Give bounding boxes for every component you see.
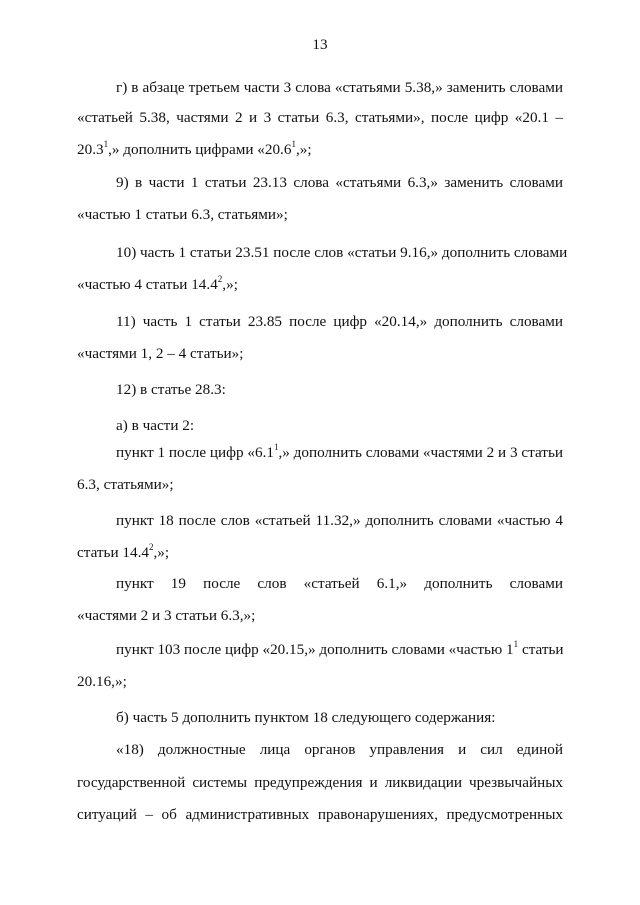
superscript: 1: [103, 138, 109, 149]
line-text: «частями 1, 2 – 4 статьи»;: [77, 345, 244, 362]
text-line: [116, 78, 563, 98]
text-line: [116, 416, 194, 436]
line-text: пункт 18 после слов «статьей 11.32,» дополнить словами «частью 4: [116, 512, 563, 529]
line-text: ,» дополнить цифрами «20.6: [108, 141, 292, 158]
line-text: ,»;: [295, 141, 312, 158]
line-text: б) часть 5 дополнить пунктом 18 следующего содержания:: [116, 709, 496, 726]
text-line: [77, 140, 312, 160]
line-text: 10) часть 1 статьи 23.51 после слов «статьи 9.16,» дополнить словами: [116, 244, 568, 261]
line-text: 20.3: [77, 141, 104, 158]
line-text: г) в абзаце третьем части 3 слова «статьями 5.38,» заменить словами: [116, 79, 563, 96]
superscript: 2: [148, 541, 154, 552]
text-line: [77, 672, 127, 692]
line-text: ,» дополнить словами «частями 2 и 3 статьи: [278, 444, 563, 461]
line-text: 20.16,»;: [77, 673, 127, 690]
line-text: ,»;: [222, 276, 238, 293]
superscript: 1: [273, 441, 279, 452]
superscript: 1: [513, 638, 519, 649]
line-text: «18) должностные лица органов управления и сил единой: [116, 741, 563, 758]
text-line: [77, 205, 288, 225]
text-line: [77, 108, 563, 128]
line-text: 11) часть 1 статьи 23.85 после цифр «20.14,» дополнить словами: [116, 313, 563, 330]
text-line: [116, 511, 563, 531]
line-text: статьи 14.4: [77, 544, 149, 561]
line-text: пункт 1 после цифр «6.1: [116, 444, 274, 461]
text-line: [116, 708, 496, 728]
line-text: а) в части 2:: [116, 417, 195, 434]
text-line: [116, 173, 563, 193]
line-text: статьи: [518, 641, 564, 658]
line-text: «частью 1 статьи 6.3, статьями»;: [77, 206, 288, 223]
line-text: пункт 19 после слов «статьей 6.1,» дополнить словами: [116, 575, 563, 592]
superscript: 1: [291, 138, 296, 149]
line-text: пункт 103 после цифр «20.15,» дополнить словами «частью 1: [116, 641, 514, 658]
line-text: «статьей 5.38, частями 2 и 3 статьи 6.3, статьями», после цифр «20.1 –: [77, 109, 563, 126]
text-line: [77, 606, 255, 626]
line-text: ,»;: [153, 544, 170, 561]
line-text: 6.3, статьями»;: [77, 476, 174, 493]
line-text: 9) в части 1 статьи 23.13 слова «статьями 6.3,» заменить словами: [116, 174, 563, 191]
text-line: [116, 380, 226, 400]
text-line: [116, 243, 568, 263]
line-text: ситуаций – об административных правонарушениях, предусмотренных: [77, 806, 563, 823]
line-text: 12) в статье 28.3:: [116, 381, 226, 398]
text-line: [77, 773, 563, 793]
text-line: [116, 312, 563, 332]
text-line: [116, 740, 563, 760]
line-text: «частью 4 статьи 14.4: [77, 276, 218, 293]
superscript: 2: [217, 273, 223, 284]
text-line: [77, 475, 174, 495]
text-line: [116, 443, 563, 463]
text-line: [77, 344, 243, 364]
text-line: [77, 805, 563, 825]
line-text: «частями 2 и 3 статьи 6.3,»;: [77, 607, 256, 624]
text-line: [77, 543, 169, 563]
text-line: [116, 640, 563, 660]
line-text: государственной системы предупреждения и ликвидации чрезвычайных: [77, 774, 563, 791]
text-line: [116, 574, 563, 594]
text-line: [77, 275, 238, 295]
page-number: 13: [312, 36, 328, 53]
